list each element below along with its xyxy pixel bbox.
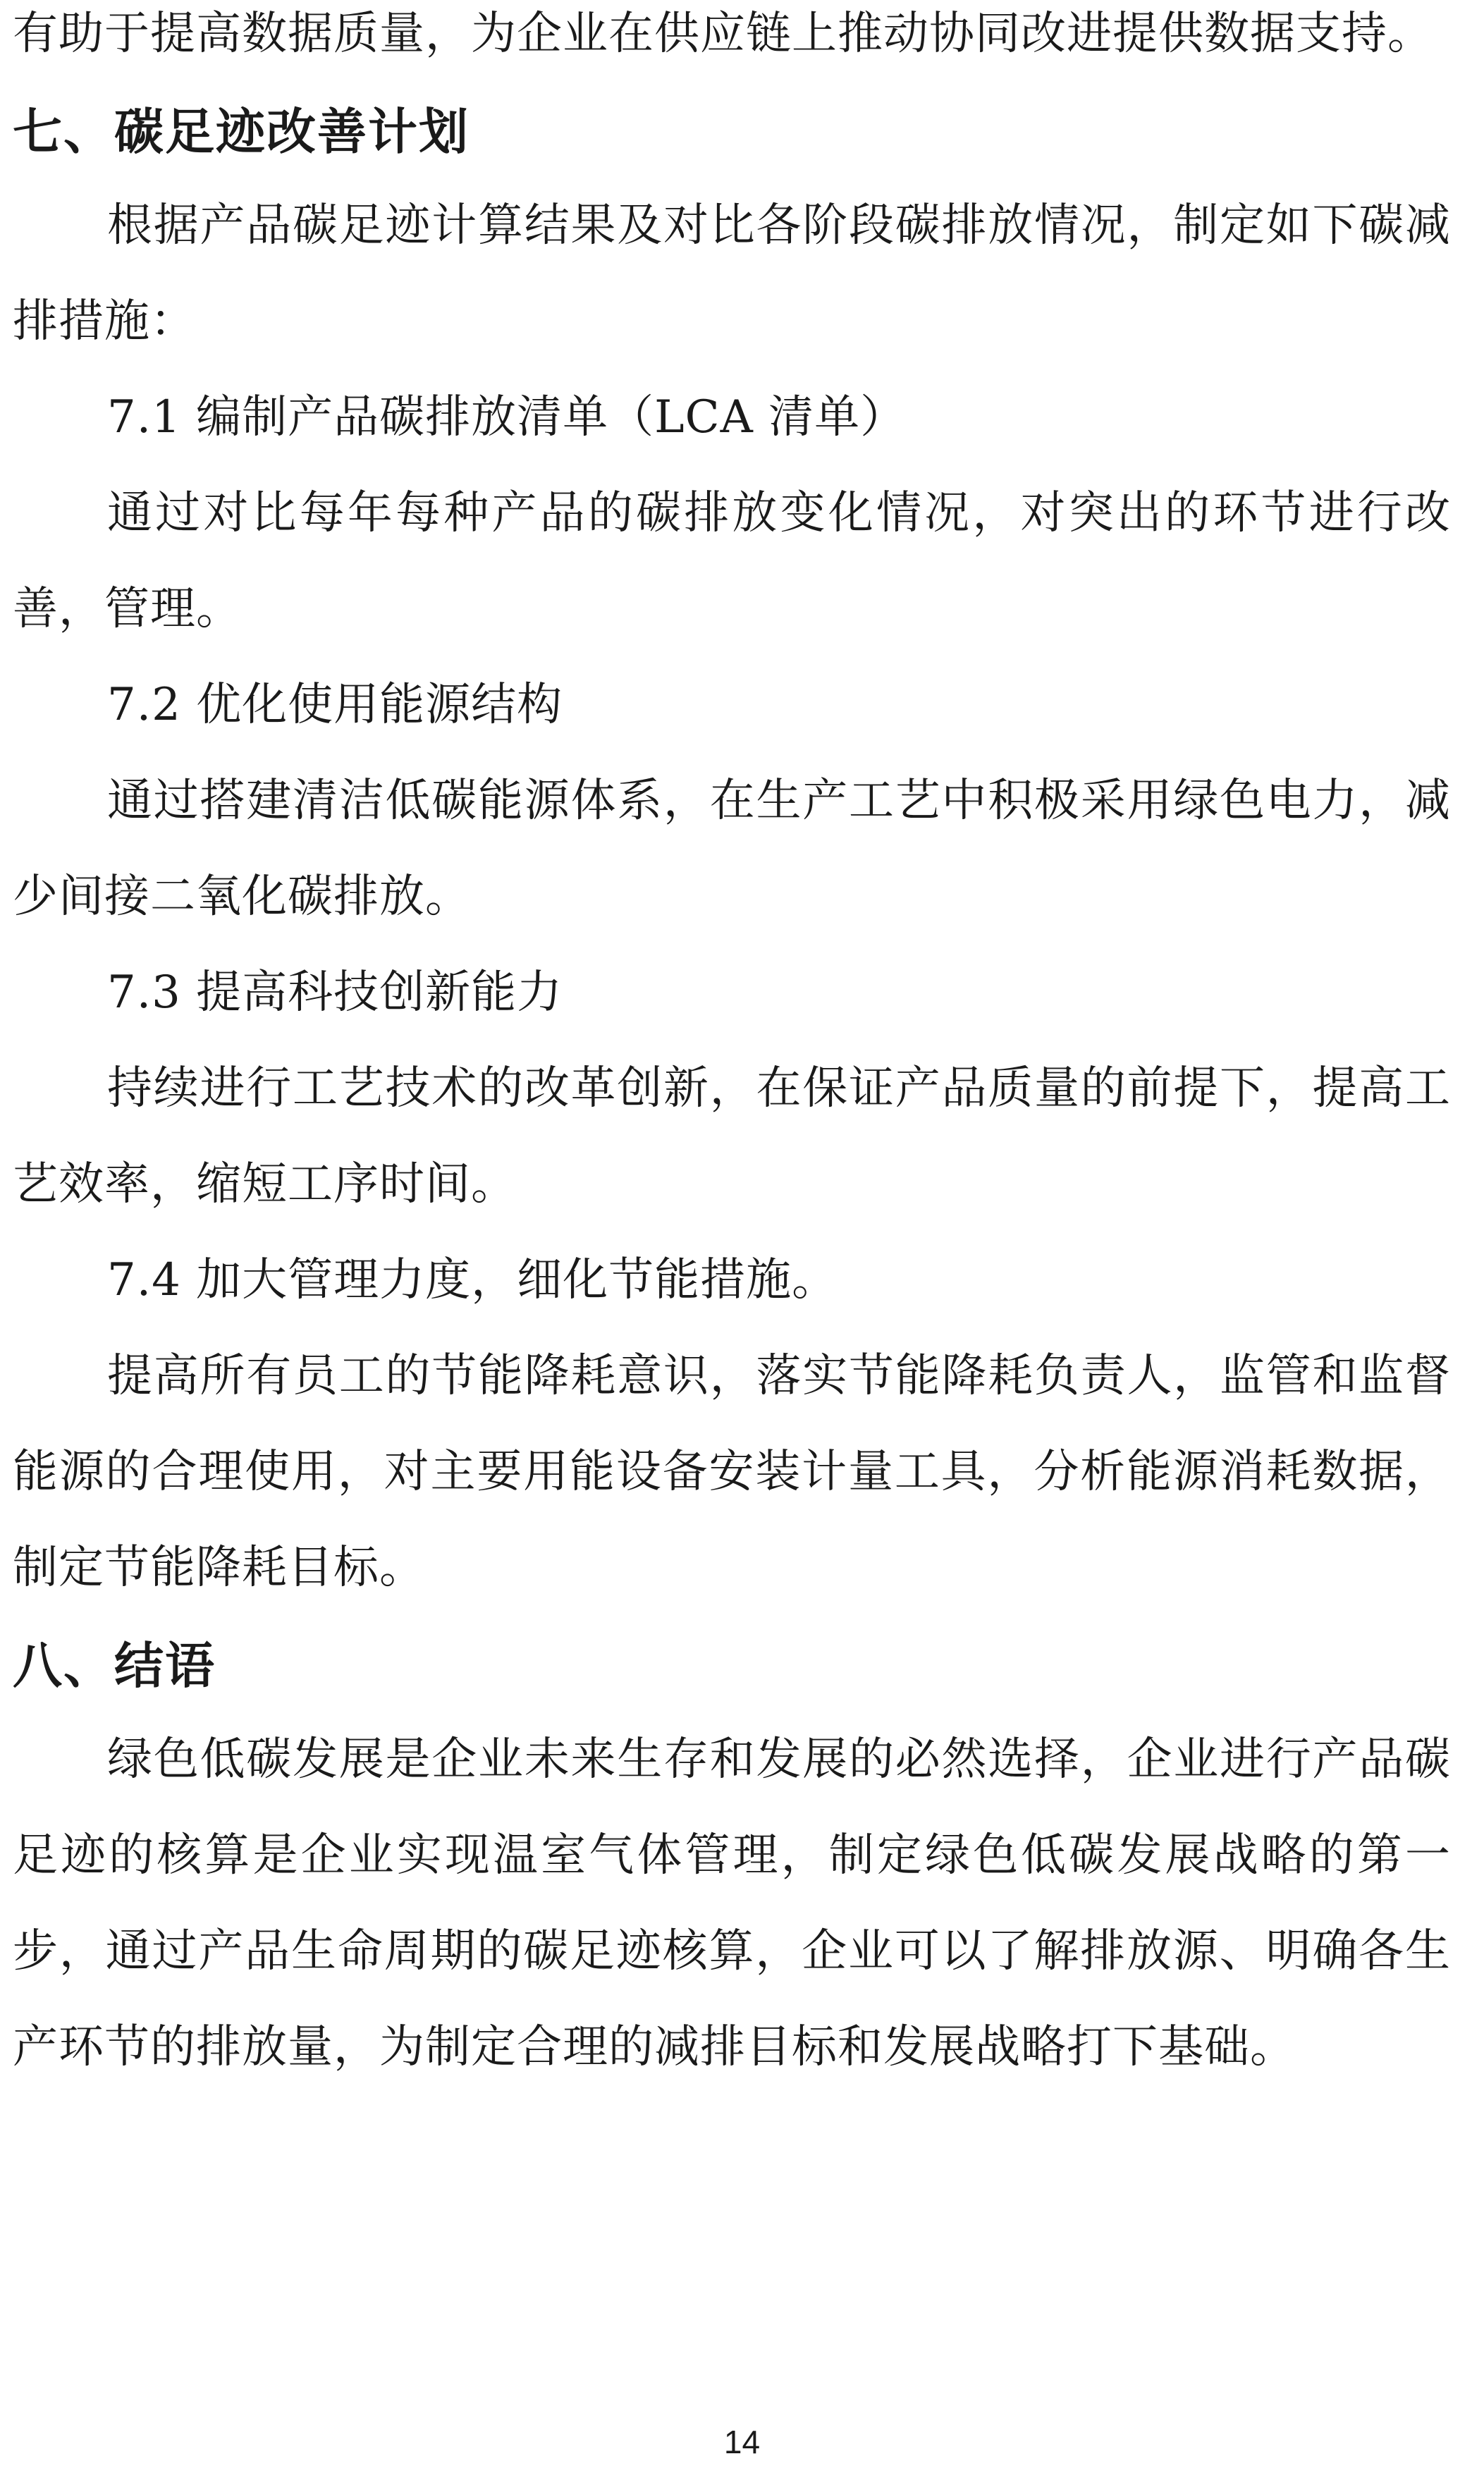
item-7-2-body: 通过搭建清洁低碳能源体系，在生产工艺中积极采用绿色电力，减少间接二氧化碳排放。 [13, 775, 1451, 923]
item-7-1-title: 7.1 编制产品碳排放清单（LCA 清单） [107, 391, 907, 443]
section-7-intro: 根据产品碳足迹计算结果及对比各阶段碳排放情况，制定如下碳减排措施： [13, 200, 1451, 348]
item-7-3-title: 7.3 提高科技创新能力 [107, 967, 563, 1019]
continuation-paragraph: 有助于提高数据质量，为企业在供应链上推动协同改进提供数据支持。 [13, 8, 1433, 60]
item-7-4-body: 提高所有员工的节能降耗意识，落实节能降耗负责人，监管和监督能源的合理使用，对主要用能设备安装计量工具，分析能源消耗数据，制定节能降耗目标。 [13, 1350, 1451, 1594]
section-7-heading: 七、碳足迹改善计划 [13, 103, 470, 161]
section-8-heading: 八、结语 [13, 1637, 216, 1695]
item-7-2-title: 7.2 优化使用能源结构 [107, 679, 563, 731]
item-7-1-body: 通过对比每年每种产品的碳排放变化情况，对突出的环节进行改善，管理。 [13, 487, 1451, 635]
item-7-4-title: 7.4 加大管理力度，细化节能措施。 [107, 1254, 838, 1306]
item-7-3-body: 持续进行工艺技术的改革创新，在保证产品质量的前提下，提高工艺效率，缩短工序时间。 [13, 1062, 1451, 1210]
page-number: 14 [723, 2424, 761, 2460]
page-content [13, 0, 1451, 2095]
section-8-body: 绿色低碳发展是企业未来生存和发展的必然选择，企业进行产品碳足迹的核算是企业实现温室气体管理，制定绿色低碳发展战略的第一步，通过产品生命周期的碳足迹核算，企业可以了解排放源、明确各生产环节的排放量，为制定合理的减排目标和发展战略打下基础。 [13, 1733, 1451, 2073]
